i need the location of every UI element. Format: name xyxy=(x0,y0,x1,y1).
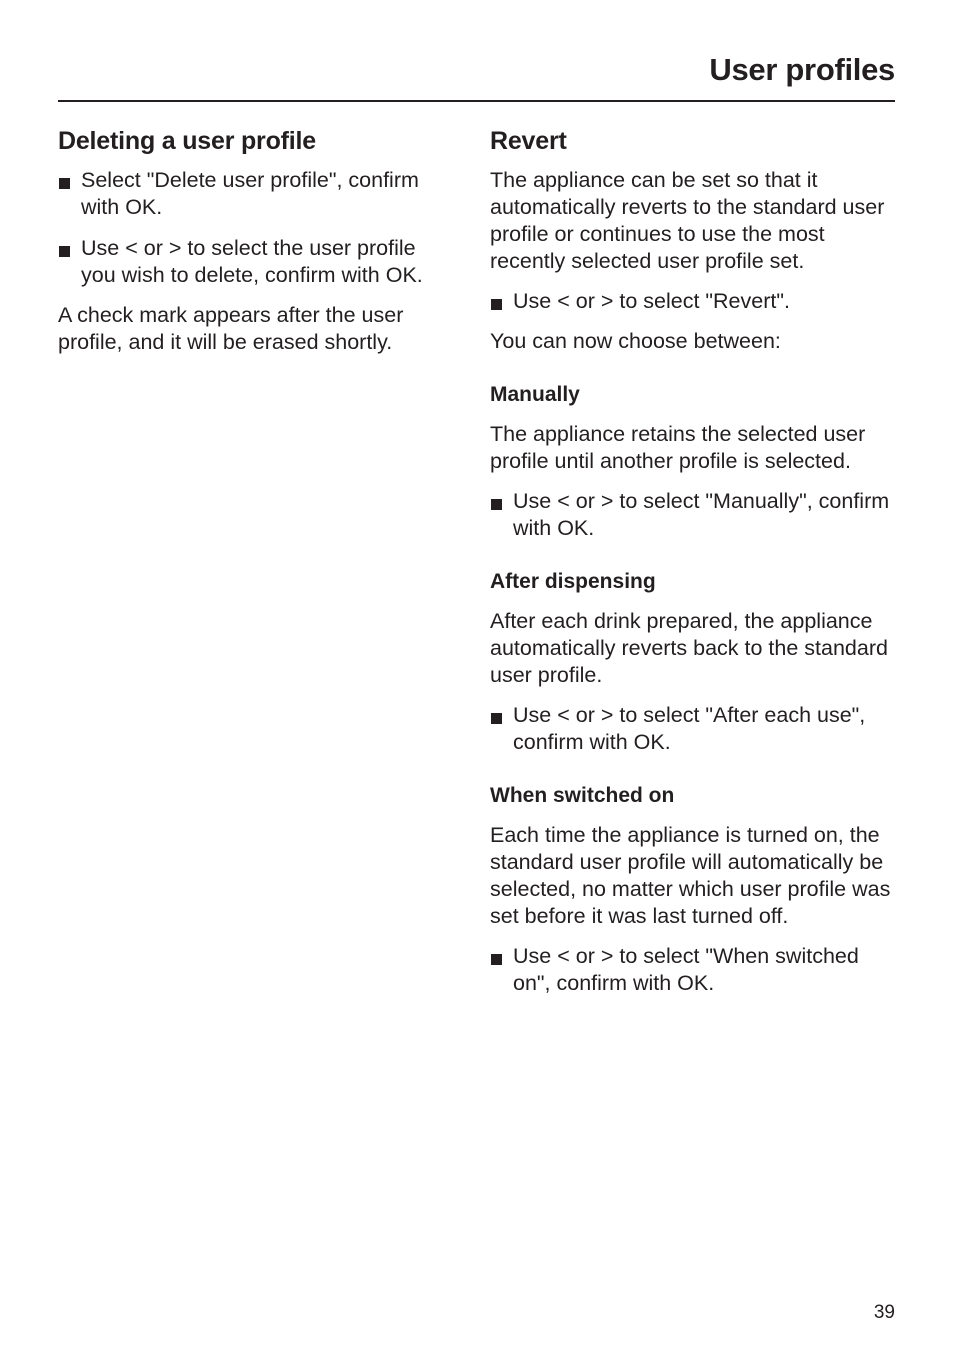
manually-heading: Manually xyxy=(490,383,580,406)
list-item xyxy=(490,488,900,542)
page-title: User profiles xyxy=(709,52,895,87)
list-item xyxy=(490,288,900,315)
list-item xyxy=(490,702,900,756)
square-bullet-icon xyxy=(491,954,502,965)
step-text: Use < or > to select "After each use", confirm with OK. xyxy=(513,703,866,754)
list-item xyxy=(58,235,453,289)
revert-steps xyxy=(490,288,900,315)
step-text: Use < or > to select "When switched on", confirm with OK. xyxy=(513,944,859,995)
square-bullet-icon xyxy=(491,499,502,510)
manually-text: The appliance retains the selected user profile until another profile is selected. xyxy=(490,422,866,473)
after-dispensing-steps xyxy=(490,702,900,756)
square-bullet-icon xyxy=(491,299,502,310)
manually-steps xyxy=(490,488,900,542)
deleting-heading: Deleting a user profile xyxy=(58,127,316,155)
square-bullet-icon xyxy=(491,713,502,724)
left-column xyxy=(58,126,453,369)
square-bullet-icon xyxy=(59,178,70,189)
step-text: Use < or > to select "Manually", confirm with OK. xyxy=(513,489,890,540)
list-item xyxy=(58,167,453,221)
page-number: 39 xyxy=(873,1302,895,1323)
page-header xyxy=(58,50,895,102)
revert-choose-text: You can now choose between: xyxy=(490,329,781,353)
step-text: Use < or > to select the user profile you wish to delete, confirm with OK. xyxy=(81,236,423,287)
square-bullet-icon xyxy=(59,246,70,257)
when-switched-on-steps xyxy=(490,943,900,997)
when-switched-on-heading: When switched on xyxy=(490,784,675,807)
after-dispensing-heading: After dispensing xyxy=(490,570,656,593)
step-text: Select "Delete user profile", confirm with OK. xyxy=(81,168,419,219)
deleting-steps xyxy=(58,167,453,289)
list-item xyxy=(490,943,900,997)
when-switched-on-text: Each time the appliance is turned on, the standard user profile will automatically be selected, no matter which user profile was set before it was last turned off. xyxy=(490,823,891,928)
revert-heading: Revert xyxy=(490,127,567,155)
revert-intro: The appliance can be set so that it automatically reverts to the standard user profile or continues to use the most recently selected user profile set. xyxy=(490,168,885,273)
right-column xyxy=(490,126,900,1010)
step-text: Use < or > to select "Revert". xyxy=(513,289,790,313)
after-dispensing-text: After each drink prepared, the appliance automatically reverts back to the standard user profile. xyxy=(490,609,888,687)
deleting-note: A check mark appears after the user profile, and it will be erased shortly. xyxy=(58,303,404,354)
